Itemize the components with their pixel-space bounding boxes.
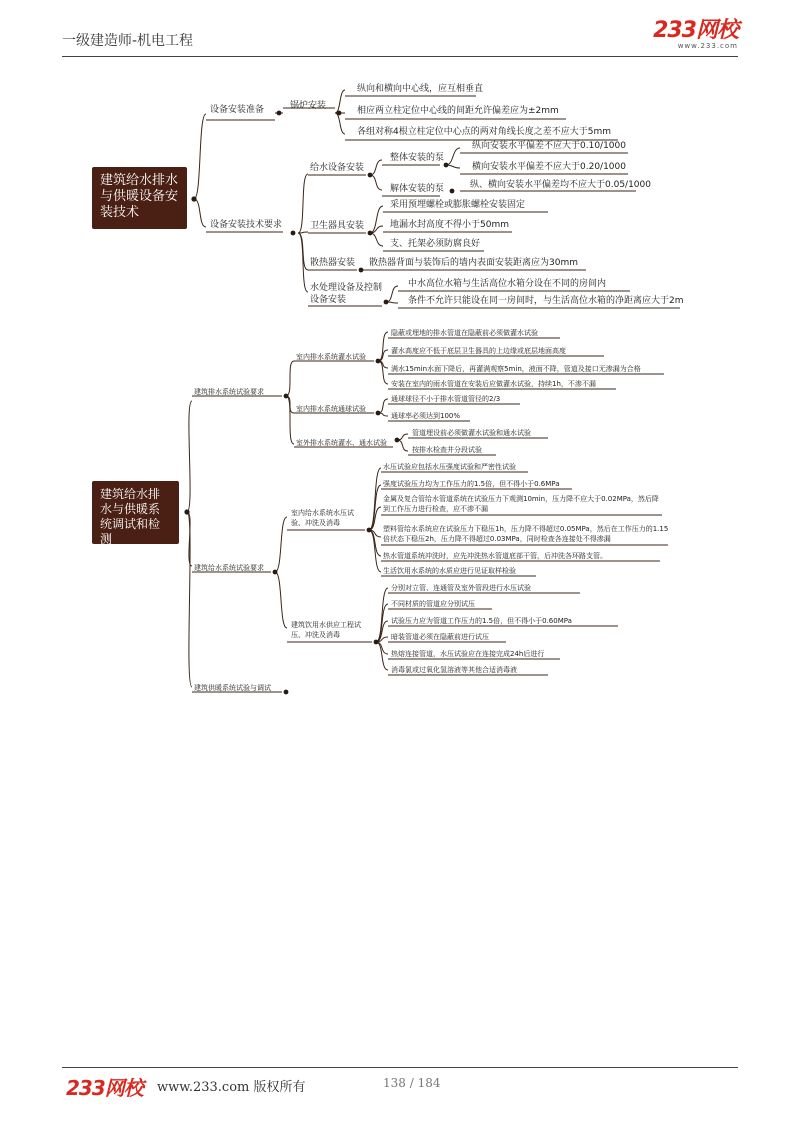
boiler-item: 相应两立柱定位中心线的间距允许偏差应为±2mm [357, 106, 559, 116]
indoor-supply-item: 塑料管给水系统应在试验压力下稳压1h，压力降不得超过0.05MPa，然后在工作压力的1.15倍状态下稳压2h，压力降不得超过0.03MPa，同时检查各连接处不得渗漏 [383, 525, 669, 543]
node-boiler: 锅炉安装 [290, 101, 327, 111]
boiler-item: 各组对称4根立柱定位中心点的两对角线长度之差不应大于5mm [357, 127, 611, 137]
outdoor-drain-item: 管道埋设前必须做灌水试验和通水试验 [412, 429, 531, 437]
sanitary-item: 支、托架必须防腐良好 [390, 239, 481, 249]
drain-fill-item: 灌水高度应不低于底层卫生器具的上边缘或底层地面高度 [391, 347, 566, 355]
node-outdoor-drain: 室外排水系统灌水、通水试验 [296, 439, 387, 447]
water-treat-item: 条件不允许只能设在同一房间时，与生活高位水箱的净距离应大于2m [408, 296, 684, 306]
drain-ball-item: 通球率必须达到100% [391, 412, 461, 420]
whole-pump-item: 横向安装水平偏差不应大于0.20/1000 [472, 162, 626, 172]
drain-fill-item: 隐蔽或埋地的排水管道在隐蔽前必须做灌水试验 [391, 329, 538, 337]
node-heating-req: 建筑供暖系统试验与调试 [194, 684, 271, 692]
drink-supply-item: 分别对立管、连通管及室外管段进行水压试验 [391, 584, 531, 592]
node-water-treat: 水处理设备及控制设备安装 [310, 283, 383, 305]
node-whole-pump: 整体安装的泵 [390, 153, 445, 163]
drain-fill-item: 安装在室内的雨水管道在安装后应做灌水试验，持续1h，不渗不漏 [391, 380, 596, 388]
drink-supply-item: 热熔连接管道，水压试验应在连接完成24h后进行 [391, 650, 545, 658]
node-install-prep: 设备安装准备 [210, 105, 265, 115]
footer-copyright: www.233.com 版权所有 [157, 1080, 306, 1095]
sanitary-item: 采用预埋螺栓或膨胀螺栓安装固定 [390, 200, 526, 210]
node-drink-supply: 建筑饮用水供应工程试压、冲洗及消毒 [291, 621, 361, 639]
page-header-title: 一级建造师-机电工程 [62, 33, 194, 49]
node-radiator: 散热器安装 [310, 258, 356, 268]
drink-supply-item: 暗装管道必须在隐蔽前进行试压 [391, 633, 489, 641]
drink-supply-item: 不同材质的管道应分别试压 [391, 600, 475, 608]
footer-logo: 233网校 [66, 1076, 143, 1100]
node-indoor-drain-ball: 室内排水系统通球试验 [296, 405, 366, 413]
mindmap2-root: 建筑给水排水与供暖系统调试和检测 [92, 481, 179, 544]
node-install-req: 设备安装技术要求 [210, 220, 283, 230]
footer-rule [62, 1067, 738, 1068]
drink-supply-item: 试验压力应为管道工作压力的1.5倍，但不得小于0.60MPa [391, 617, 572, 625]
sanitary-item: 地漏水封高度不得小于50mm [390, 220, 509, 230]
node-drain-req: 建筑排水系统试验要求 [194, 388, 264, 396]
drink-supply-item: 消毒氯或过氧化氢溶液等其他合适消毒液 [391, 666, 517, 674]
outdoor-drain-item: 按排水检查井分段试验 [412, 446, 482, 454]
node-supply-req: 建筑给水系统试验要求 [194, 564, 264, 572]
radiator-item: 散热器背面与装饰后的墙内表面安装距离应为30mm [369, 258, 578, 268]
drain-ball-item: 通球球径不小于排水管道管径的2/3 [391, 395, 501, 403]
node-indoor-drain-fill: 室内排水系统灌水试验 [296, 353, 366, 361]
node-water-supply: 给水设备安装 [310, 163, 365, 173]
drain-fill-item: 满水15min水面下降后，再灌满观察5min，液面不降，管道及接口无渗漏为合格 [391, 365, 641, 373]
node-split-pump: 解体安装的泵 [390, 184, 445, 194]
indoor-supply-item: 金属及复合管给水管道系统在试验压力下观测10min，压力降不应大于0.02MPa，然后降到工作压力进行检查，应不渗不漏 [383, 495, 659, 513]
indoor-supply-item: 水压试验应包括水压强度试验和严密性试验 [383, 463, 516, 471]
logo-url: www.233.com [677, 42, 738, 50]
boiler-item: 纵向和横向中心线，应互相垂直 [357, 84, 484, 94]
whole-pump-item: 纵向安装水平偏差不应大于0.10/1000 [472, 141, 626, 151]
node-indoor-supply: 室内给水系统水压试验、冲洗及消毒 [291, 509, 354, 527]
indoor-supply-item: 热水管道系统冲洗时，应先冲洗热水管道底部干管，后冲洗各环路支管。 [383, 552, 607, 560]
water-treat-item: 中水高位水箱与生活高位水箱分设在不同的房间内 [408, 279, 607, 289]
mindmap1-root: 建筑给水排水与供暖设备安装技术 [92, 167, 187, 229]
indoor-supply-item: 强度试验压力均为工作压力的1.5倍，但不得小于0.6MPa [383, 480, 560, 488]
node-sanitary: 卫生器具安装 [310, 221, 365, 231]
split-pump-item: 纵、横向安装水平偏差均不应大于0.05/1000 [470, 180, 651, 190]
logo-text: 233网校 [653, 18, 738, 43]
page-number: 138 / 184 [383, 1076, 441, 1090]
indoor-supply-item: 生活饮用水系统的水质应进行见证取样检验 [383, 567, 516, 575]
